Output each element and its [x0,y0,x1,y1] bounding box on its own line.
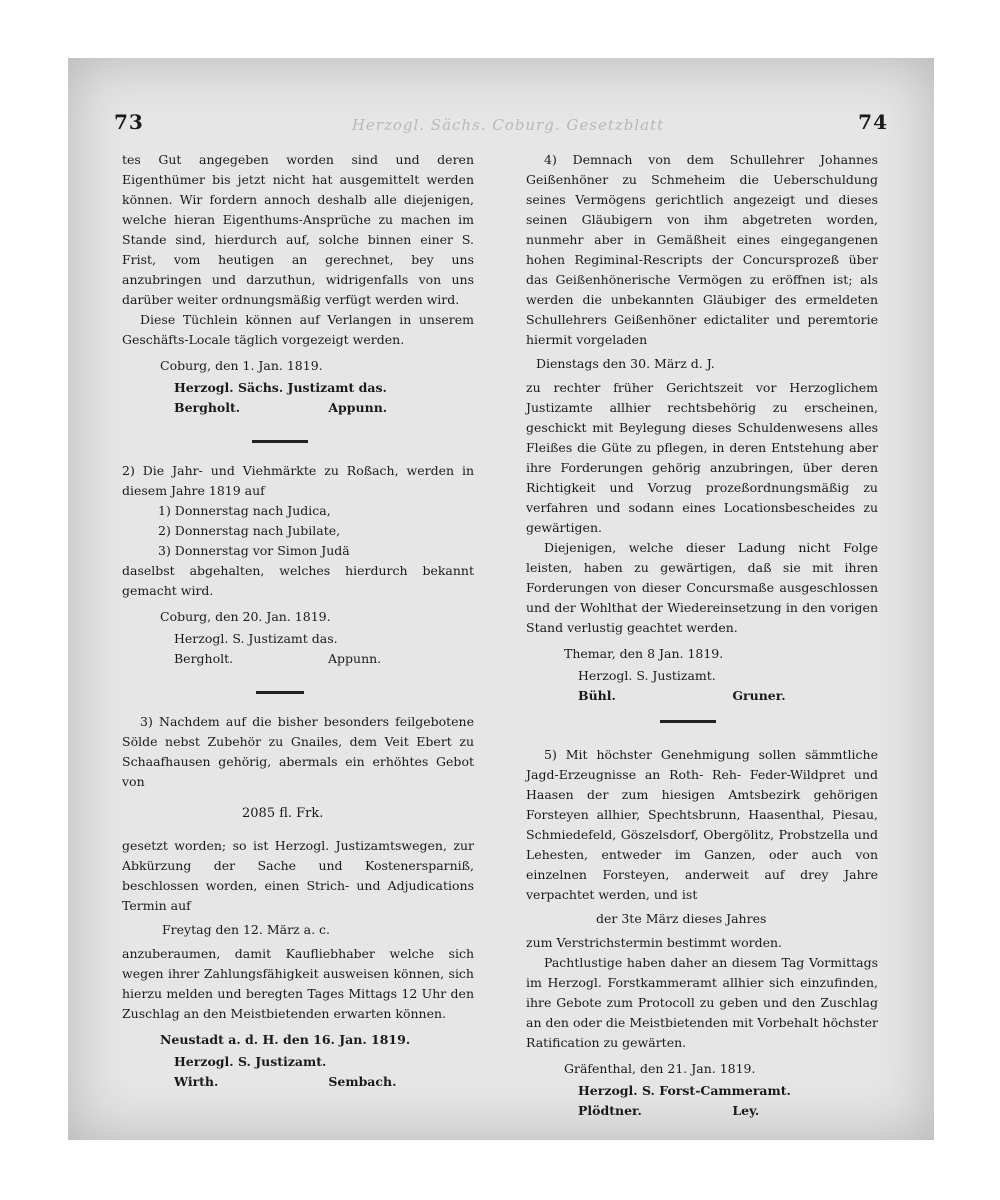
notice-3-body: 3) Nachdem auf die bisher besonders feilgebotene Sölde nebst Zubehör zu Gnailes, dem Veit Ebert zu Schaafhausen gehörig, abermals ein erhöhtes Gebot von [122,714,474,789]
notice-3-signatures [174,1072,474,1092]
separator-rule [660,720,716,723]
notice-5-body: 5) Mit höchster Genehmigung sollen sämmtliche Jagd-Erzeugnisse an Roth- Reh- Feder-Wildpret und Haasen der zum hiesigen Amtsbezirk gehörigen Forsteyen allhier, Spechtsbrunn, Haasenthal, Piesau, Schmiedefeld, Göszelsdorf, Obergölitz, Probstzella und Lehesten, entweder im Ganzen, oder auch von einzelnen Forsteyen, anderweit auf drey Jahre verpachtet werden, und ist [526,747,878,902]
notice-2-outro: daselbst abgehalten, welches hierdurch bekannt gemacht wird. [122,563,474,598]
notice-3-dateline: Neustadt a. d. H. den 16. Jan. 1819. [160,1032,411,1047]
notice-5-term-note: zum Verstrichstermin bestimmt worden. [526,935,783,950]
separator-rule [256,691,304,694]
notice-1-note: Diese Tüchlein können auf Verlangen in unserem Geschäfts-Locale täglich vorgezeigt werden. [122,312,474,347]
notice-1-dateline: Coburg, den 1. Jan. 1819. [160,358,323,373]
signature: Sembach. [328,1074,397,1089]
notice-4-authority: Herzogl. S. Justizamt. [578,668,716,683]
notice-4-dateline: Themar, den 8 Jan. 1819. [564,646,724,661]
list-item: 1) Donnerstag nach Judica, [158,503,331,518]
notice-5-instructions: Pachtlustige haben daher an diesem Tag Vormittags im Herzogl. Forstkammeramt allhier sich einzufinden, ihre Gebote zum Protocoll zu geben und den Zuschlag an den oder die Meistbietenden mit Vorbehalt höchster Ratification zu gewärten. [526,955,878,1050]
notice-4-signatures [578,686,878,706]
notice-5-term-date: der 3te März dieses Jahres [596,911,767,926]
signature: Appunn. [328,400,388,415]
separator-rule [252,440,308,443]
bid-amount: 2085 fl. Frk. [242,806,324,821]
notice-2-signatures [174,649,474,669]
notice-3-term-date: Freytag den 12. März a. c. [162,922,330,937]
signature: Bergholt. [174,651,234,666]
notice-4-body: 4) Demnach von dem Schullehrer Johannes Geißenhöner zu Schmeheim die Ueberschuldung seines Vermögens gerichtlich angezeigt und dieses seinen Gläubigern von ihm abgetreten worden, nunmehr aber in Gemäßheit eines eingegangenen hohen Regiminal-Rescripts der Concursprozeß über das Geißenhönerische Vermögen zu eröffnen ist; als werden die unbekannten Gläubiger des ermeldeten Schullehrers Geißenhöner edictaliter und peremtorie hiermit vorgeladen [526,152,878,347]
notice-2-authority: Herzogl. S. Justizamt das. [174,631,338,646]
notice-4-warning: Diejenigen, welche dieser Ladung nicht Folge leisten, haben zu gewärtigen, daß sie mit ihren Forderungen von dieser Concursmaße ausgeschlossen und der Wohlthat der Wiedereinsetzung in den vorigen Stand verlustig geachtet werden. [526,540,878,635]
notice-1-signatures [174,398,474,418]
scanned-page [68,58,934,1140]
left-column [122,150,474,1092]
notice-5-signatures [578,1101,878,1121]
list-item: 3) Donnerstag vor Simon Judä [158,543,350,558]
running-head: Herzogl. Sächs. Coburg. Gesetzblatt [351,116,665,134]
notice-5-dateline: Gräfenthal, den 21. Jan. 1819. [564,1061,756,1076]
notice-1-body: tes Gut angegeben worden sind und deren Eigenthümer bis jetzt nicht hat ausgemittelt werden können. Wir fordern annoch deshalb alle diejenigen, welche hieran Eigenthums-Ansprüche zu machen im Stande sind, hierdurch auf, solche binnen einer S. Frist, vom heutigen an gerechnet, bey uns anzubringen und darzuthun, widrigenfalls von uns darüber weiter ordnungsmäßig verfügt werden wird. [122,152,474,307]
market-dates-list [122,501,474,561]
signature: Bühl. [578,688,616,703]
notice-4-term-date: Dienstags den 30. März d. J. [536,356,715,371]
signature: Ley. [732,1103,760,1118]
page-number-left: 73 [114,110,144,134]
right-column [526,150,878,1121]
notice-2-intro: 2) Die Jahr- und Viehmärkte zu Roßach, werden in diesem Jahre 1819 auf [122,463,474,498]
signature: Wirth. [174,1074,219,1089]
notice-2-dateline: Coburg, den 20. Jan. 1819. [160,609,331,624]
notice-5-authority: Herzogl. S. Forst-Cammeramt. [578,1083,791,1098]
notice-3-conditions: anzuberaumen, damit Kaufliebhaber welche sich wegen ihrer Zahlungsfähigkeit ausweisen können, sich hierzu melden und beregten Tages Mittags 12 Uhr den Zuschlag an den Meistbietenden erwarten können. [122,946,474,1021]
list-item: 2) Donnerstag nach Jubilate, [158,523,341,538]
signature: Plödtner. [578,1103,642,1118]
notice-3-authority: Herzogl. S. Justizamt. [174,1054,327,1069]
page-number-right: 74 [858,110,888,134]
notice-3-resolution: gesetzt worden; so ist Herzogl. Justizamtswegen, zur Abkürzung der Sache und Kostenersparniß, beschlossen worden, einen Strich- und Adjudications Termin auf [122,838,474,913]
signature: Gruner. [732,688,786,703]
notice-4-summons: zu rechter früher Gerichtszeit vor Herzoglichem Justizamte allhier rechtsbehörig zu erscheinen, geschickt mit Beylegung dieses Schuldenwesens alles Fleißes die Güte zu pflegen, in deren Entstehung aber ihre Forderungen gehörig anzubringen, über deren Richtigkeit und Vorzug prozeßordnungsmäßig zu verfahren und sodann eines Locationsbescheides zu gewärtigen. [526,380,878,535]
signature: Bergholt. [174,400,241,415]
notice-1-authority: Herzogl. Sächs. Justizamt das. [174,380,387,395]
signature: Appunn. [327,651,382,666]
